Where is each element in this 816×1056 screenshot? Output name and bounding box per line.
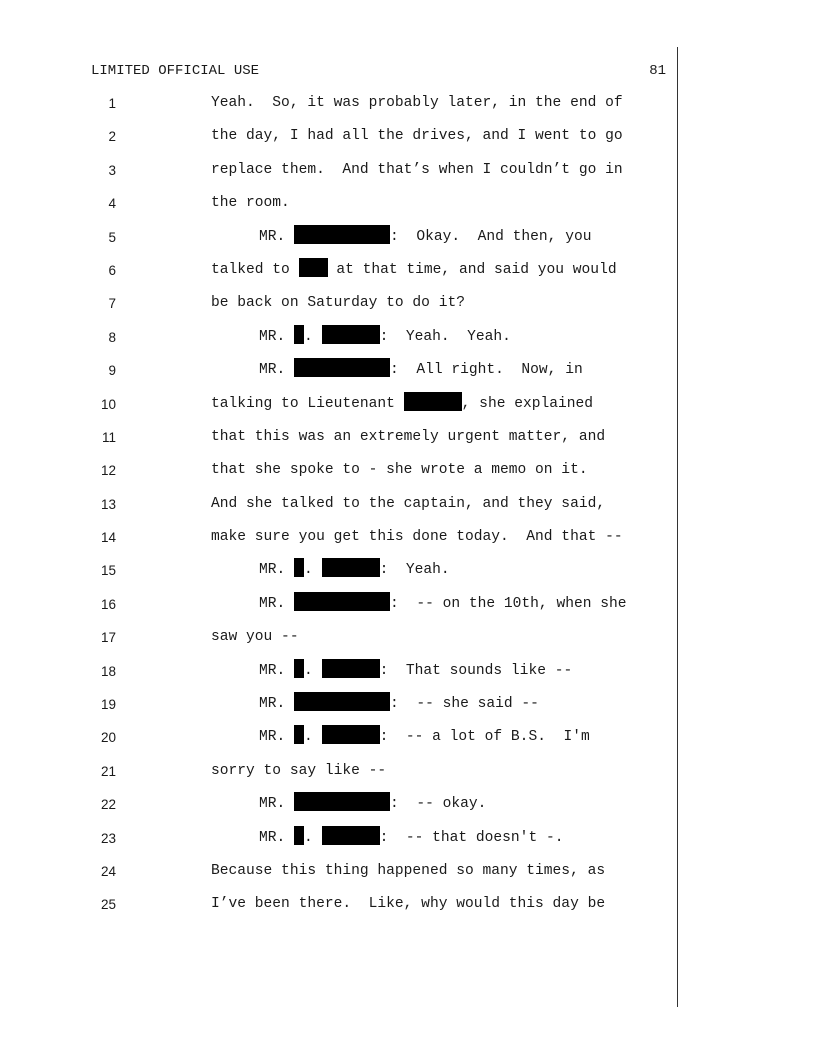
transcript-line [0,554,816,587]
line-text: that she spoke to - she wrote a memo on it. [211,462,588,479]
transcript-body [0,87,816,922]
transcript-line [0,822,816,855]
line-text [211,388,593,421]
line-text: be back on Saturday to do it? [211,295,465,312]
redacted-name [294,792,390,811]
redacted-surname [322,558,380,577]
speaker-title: MR. [259,829,286,846]
line-text: sorry to say like -- [211,762,387,779]
line-text: : -- okay. [390,796,487,813]
speaker-line: MR. . : Yeah. Yeah. [259,321,511,354]
speaker-line [259,221,591,254]
transcript-line [0,120,816,153]
redacted-name [294,692,390,711]
transcript-line [0,788,816,821]
speaker-line [259,588,627,621]
line-number: 8 [108,329,116,345]
line-number: 21 [100,763,116,779]
line-number: 1 [108,96,116,111]
line-text: : Yeah. Yeah. [379,328,511,345]
redacted-surname [322,826,380,845]
redacted-surname [322,725,380,744]
transcript-line [0,688,816,721]
classification-label: LIMITED OFFICIAL USE [91,63,260,79]
redacted-name [294,225,390,244]
line-number: 14 [100,530,116,546]
line-number: 5 [108,229,116,245]
line-text: the room. [211,195,290,212]
speaker-line [259,788,486,821]
redacted-name [404,392,462,411]
speaker-title: MR. [259,362,286,379]
transcript-line [0,588,816,621]
transcript-line [0,154,816,187]
line-text: : -- a lot of B.S. I'm [379,729,590,746]
transcript-line [0,187,816,220]
page-number: 81 [649,63,666,79]
page-header [91,62,666,80]
line-number: 13 [100,496,116,512]
line-number: 6 [108,262,116,278]
redacted-initial [294,826,304,845]
redacted-initial [294,725,304,744]
line-text: saw you -- [211,629,299,646]
transcript-line [0,354,816,387]
text-before-redaction: talked to [211,261,299,278]
transcript-line [0,421,816,454]
transcript-line [0,888,816,921]
line-text: replace them. And that’s when I couldn’t go in [211,161,623,178]
speaker-line: MR. . : -- that doesn't -. [259,822,563,855]
line-text: : Yeah. [379,562,450,579]
speaker-title: MR. [259,796,286,813]
speaker-line [259,688,539,721]
line-number: 12 [100,463,116,479]
line-number: 24 [100,863,116,879]
transcript-line [0,755,816,788]
line-number: 23 [100,830,116,846]
speaker-title: MR. [259,562,286,579]
redacted-name [299,258,328,277]
speaker-line: MR. . : Yeah. [259,554,450,587]
line-text: the day, I had all the drives, and I went to go [211,128,623,145]
line-text: : -- she said -- [390,696,539,713]
transcript-line [0,388,816,421]
transcript-line [0,521,816,554]
speaker-line [259,354,583,387]
line-number: 11 [101,429,116,445]
redacted-initial [294,325,304,344]
line-number: 17 [100,630,116,646]
line-text: And she talked to the captain, and they said, [211,495,606,512]
line-number: 2 [108,129,116,145]
line-number: 25 [100,897,116,913]
line-text: : That sounds like -- [379,662,573,679]
redacted-name [294,358,390,377]
line-text: : -- on the 10th, when she [390,595,627,612]
transcript-line [0,855,816,888]
transcript-line [0,454,816,487]
transcript-line [0,321,816,354]
line-number: 15 [100,563,116,579]
line-number: 20 [100,730,116,746]
transcript-line [0,621,816,654]
line-text: : All right. Now, in [390,362,583,379]
line-number: 16 [100,596,116,612]
text-after-redaction: at that time, and said you would [327,261,617,278]
redacted-name [294,592,390,611]
redacted-initial [294,659,304,678]
line-text: make sure you get this done today. And that -- [211,529,623,546]
redacted-initial [294,558,304,577]
line-number: 22 [100,797,116,813]
speaker-line: MR. . : -- a lot of B.S. I'm [259,721,590,754]
line-number: 9 [108,363,116,379]
line-number: 3 [108,162,116,178]
line-number: 18 [100,663,116,679]
line-text: I’ve been there. Like, why would this day be [211,896,606,913]
redacted-surname [322,659,380,678]
line-text: that this was an extremely urgent matter, and [211,428,606,445]
line-text: : -- that doesn't -. [379,829,564,846]
transcript-line [0,287,816,320]
speaker-title: MR. [259,729,286,746]
transcript-line [0,254,816,287]
speaker-title: MR. [259,696,286,713]
speaker-title: MR. [259,662,286,679]
speaker-title: MR. [259,595,286,612]
text-after-redaction: , she explained [461,395,594,412]
redacted-surname [322,325,380,344]
line-number: 19 [100,697,116,713]
transcript-line [0,87,816,120]
line-number: 10 [100,396,116,412]
line-text: Because this thing happened so many times, as [211,862,606,879]
transcript-line [0,488,816,521]
line-text: Yeah. So, it was probably later, in the end of [211,95,623,111]
transcript-line [0,721,816,754]
line-text [211,254,617,287]
line-number: 4 [108,196,116,212]
speaker-title: MR. [259,328,286,345]
text-before-redaction: talking to Lieutenant [211,395,404,412]
line-text: : Okay. And then, you [390,228,592,245]
transcript-line [0,221,816,254]
speaker-title: MR. [259,228,286,245]
transcript-line [0,655,816,688]
line-number: 7 [108,296,116,312]
speaker-line: MR. . : That sounds like -- [259,655,572,688]
